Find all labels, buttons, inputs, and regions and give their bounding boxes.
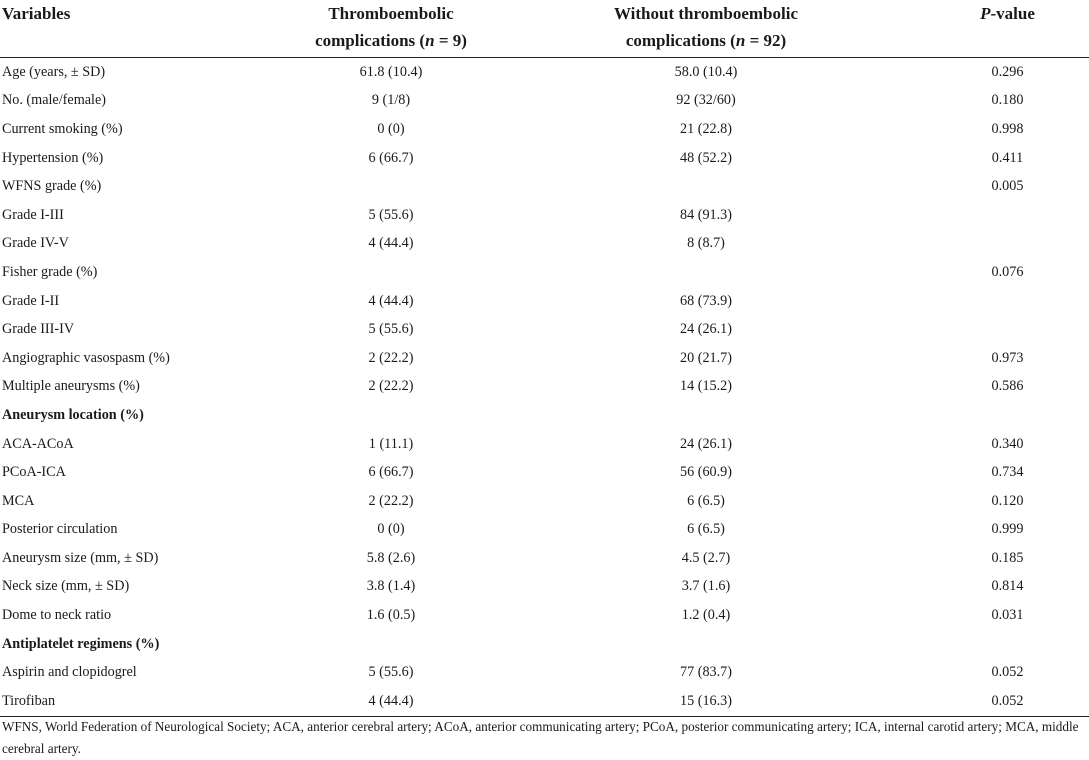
table-body: [0, 58, 1089, 717]
p-value-cell: 0.296: [991, 63, 1024, 80]
variable-cell: Aneurysm size (mm, ± SD): [2, 549, 159, 566]
without-complications-cell: 48 (52.2): [679, 149, 732, 166]
variable-cell: Hypertension (%): [2, 149, 104, 166]
without-complications-cell: [486, 172, 926, 201]
table-row: [0, 658, 1089, 687]
without-complications-cell: 15 (16.3): [486, 687, 926, 716]
table-row: [0, 458, 1089, 487]
table-row: [0, 573, 1089, 602]
without-complications-cell: 58.0 (10.4): [674, 63, 738, 80]
p-value-cell: 0.998: [991, 120, 1024, 137]
variable-cell: Grade III-IV: [2, 321, 75, 338]
table-row: [0, 315, 1089, 344]
without-complications-cell: 4.5 (2.7): [681, 549, 731, 566]
table-row: [0, 115, 1089, 144]
variable-cell: Grade I-II: [2, 292, 60, 309]
p-value-cell: 0.734: [991, 464, 1024, 481]
p-value-cell: 0.120: [991, 492, 1024, 509]
table-row: [0, 516, 1089, 545]
with-complications-cell: 4 (44.4): [296, 687, 486, 716]
variable-cell: PCoA-ICA: [2, 464, 66, 481]
without-complications-cell: 1.2 (0.4): [681, 607, 731, 624]
table-row: [0, 430, 1089, 459]
p-value-cell: [926, 315, 1089, 344]
without-complications-cell: 77 (83.7): [679, 664, 732, 681]
table-footnote: WFNS, World Federation of Neurological Society; ACA, anterior cerebral artery; ACoA, anterior communicating artery; PCoA, posterior communicating artery; ICA, internal carotid artery; MCA, middle cerebral artery.: [2, 719, 1079, 756]
with-complications-cell: 61.8 (10.4): [359, 63, 423, 80]
variable-cell: MCA: [2, 492, 35, 509]
with-complications-cell: 1.6 (0.5): [366, 607, 416, 624]
header-row: [0, 0, 1089, 58]
without-complications-cell: 3.7 (1.6): [681, 578, 731, 595]
variable-cell: Tirofiban: [0, 687, 296, 716]
without-complications-cell: 24 (26.1): [679, 321, 732, 338]
with-complications-cell: 0 (0): [377, 120, 405, 137]
header-with-line-1: Thromboembolic: [328, 4, 454, 23]
header-variables-text: Variables: [2, 4, 71, 23]
p-value-cell: [926, 630, 1089, 659]
without-complications-cell: 6 (6.5): [687, 492, 725, 509]
header-without-line-2: complications (n = 92): [625, 31, 787, 50]
with-complications-cell: [296, 630, 486, 659]
header-without-line-1: Without thromboembolic: [613, 4, 799, 23]
p-value-cell: 0.973: [991, 349, 1024, 366]
header-with-line-2: complications (n = 9): [315, 31, 467, 50]
header-variables: [0, 0, 296, 58]
with-complications-cell: 6 (66.7): [368, 149, 414, 166]
p-value-cell: 0.052: [926, 687, 1089, 716]
table-row: [0, 287, 1089, 316]
without-complications-cell: 24 (26.1): [679, 435, 732, 452]
variable-cell: Grade I-III: [2, 206, 64, 223]
with-complications-cell: [296, 401, 486, 430]
without-complications-cell: [486, 630, 926, 659]
variable-cell: Dome to neck ratio: [2, 607, 112, 624]
p-value-cell: 0.586: [991, 378, 1024, 395]
without-complications-cell: 68 (73.9): [679, 292, 732, 309]
p-value-cell: 0.076: [991, 263, 1024, 280]
header-without-complications: [486, 0, 926, 58]
p-value-cell: 0.180: [991, 92, 1024, 109]
p-value-cell: [926, 401, 1089, 430]
header-p-value: [926, 0, 1089, 58]
table-row: [0, 87, 1089, 116]
variable-cell: Posterior circulation: [2, 521, 118, 538]
table-row: [0, 201, 1089, 230]
p-value-cell: [926, 201, 1089, 230]
with-complications-cell: [296, 258, 486, 287]
p-value-cell: 0.185: [991, 549, 1024, 566]
table-row: [0, 144, 1089, 173]
table-header: [0, 0, 1089, 58]
with-complications-cell: 2 (22.2): [368, 349, 414, 366]
header-p-value-text: P-value: [980, 4, 1035, 23]
without-complications-cell: 56 (60.9): [679, 464, 732, 481]
without-complications-cell: 20 (21.7): [679, 349, 732, 366]
variable-cell: ACA-ACoA: [2, 435, 74, 452]
without-complications-cell: [486, 258, 926, 287]
table-row: [0, 687, 1089, 716]
variable-cell: Antiplatelet regimens (%): [2, 635, 160, 652]
without-complications-cell: 84 (91.3): [679, 206, 732, 223]
with-complications-cell: 4 (44.4): [368, 235, 414, 252]
table-row: [0, 230, 1089, 259]
p-value-cell: 0.814: [991, 578, 1024, 595]
table-row: [0, 258, 1089, 287]
table-row: [0, 601, 1089, 630]
variable-cell: No. (male/female): [2, 92, 106, 109]
variable-cell: Neck size (mm, ± SD): [2, 578, 130, 595]
variable-cell: Grade IV-V: [2, 235, 69, 252]
without-complications-cell: [486, 401, 926, 430]
p-value-cell: [926, 230, 1089, 259]
with-complications-cell: 6 (66.7): [368, 464, 414, 481]
section-header-row: [0, 630, 1089, 659]
with-complications-cell: 3.8 (1.4): [366, 578, 416, 595]
with-complications-cell: 1 (11.1): [368, 435, 414, 452]
table-row: [0, 172, 1089, 201]
table-row: [0, 344, 1089, 373]
table-row: [0, 58, 1089, 87]
header-with-complications: [296, 0, 486, 58]
p-value-cell: 0.411: [991, 149, 1024, 166]
with-complications-cell: 5 (55.6): [368, 321, 414, 338]
with-complications-cell: 5.8 (2.6): [366, 549, 416, 566]
variable-cell: Fisher grade (%): [2, 263, 98, 280]
with-complications-cell: [296, 172, 486, 201]
without-complications-cell: 6 (6.5): [687, 521, 725, 538]
without-complications-cell: 14 (15.2): [679, 378, 732, 395]
variable-cell: Aneurysm location (%): [2, 406, 144, 423]
with-complications-cell: 9 (1/8): [371, 92, 411, 109]
variable-cell: Current smoking (%): [2, 120, 123, 137]
p-value-cell: 0.052: [991, 664, 1024, 681]
with-complications-cell: 2 (22.2): [368, 492, 414, 509]
with-complications-cell: 5 (55.6): [368, 664, 414, 681]
variable-cell: Age (years, ± SD): [2, 63, 106, 80]
table-row: [0, 544, 1089, 573]
with-complications-cell: 5 (55.6): [368, 206, 414, 223]
with-complications-cell: 4 (44.4): [368, 292, 414, 309]
variable-cell: WFNS grade (%): [2, 178, 102, 195]
p-value-cell: [926, 287, 1089, 316]
section-header-row: [0, 401, 1089, 430]
p-value-cell: 0.005: [991, 178, 1024, 195]
with-complications-cell: 0 (0): [377, 521, 405, 538]
with-complications-cell: 2 (22.2): [368, 378, 414, 395]
variable-cell: Angiographic vasospasm (%): [2, 349, 170, 366]
p-value-cell: 0.340: [991, 435, 1024, 452]
variable-cell: Multiple aneurysms (%): [2, 378, 140, 395]
table-row: [0, 487, 1089, 516]
without-complications-cell: 21 (22.8): [679, 120, 732, 137]
variable-cell: Aspirin and clopidogrel: [2, 664, 137, 681]
p-value-cell: 0.999: [991, 521, 1024, 538]
table-row: [0, 373, 1089, 402]
without-complications-cell: 8 (8.7): [687, 235, 725, 252]
p-value-cell: 0.031: [991, 607, 1024, 624]
without-complications-cell: 92 (32/60): [676, 92, 736, 109]
